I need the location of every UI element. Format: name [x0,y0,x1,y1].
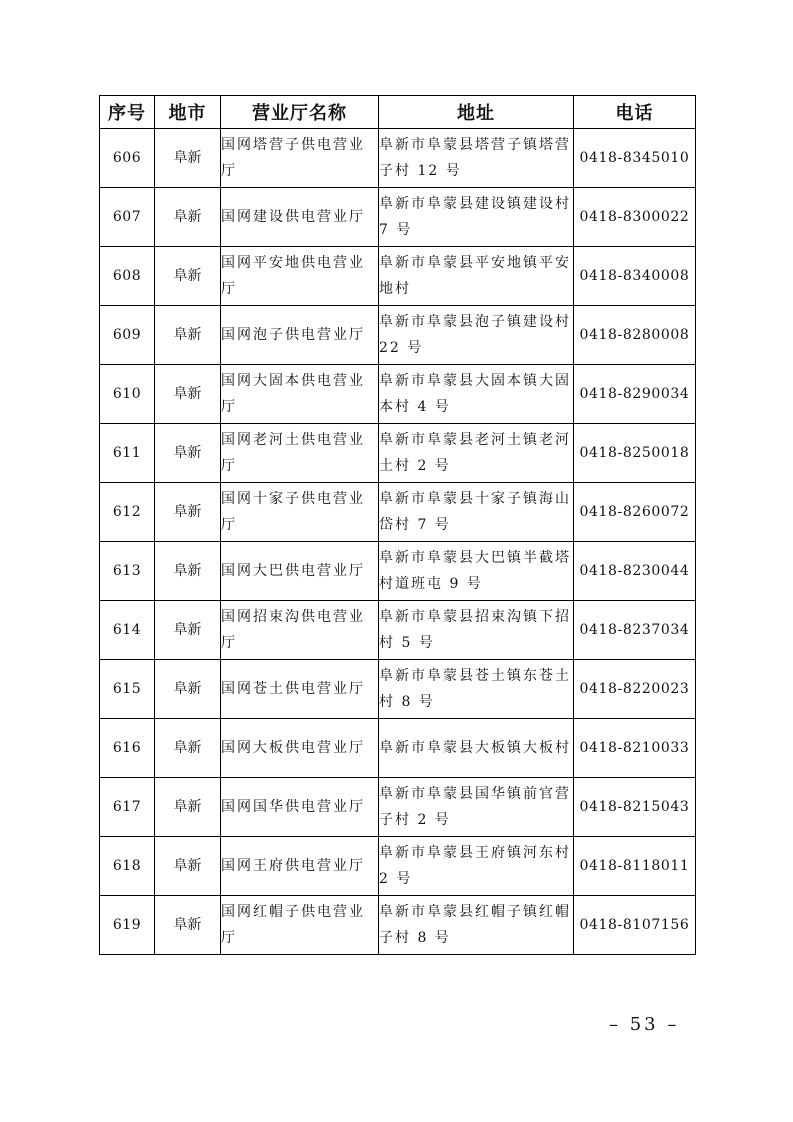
table-row [100,306,696,365]
cell-phone: 0418-8340008 [574,247,696,306]
cell-hall-name: 国网平安地供电营业厅 [221,247,379,306]
cell-phone: 0418-8118011 [574,837,696,896]
cell-city: 阜新 [155,778,221,837]
cell-city: 阜新 [155,837,221,896]
page-number: – 53 – [609,1014,680,1035]
cell-hall-name: 国网苍土供电营业厅 [221,660,379,719]
table-row [100,837,696,896]
header-row [100,96,696,129]
cell-hall-name: 国网大巴供电营业厅 [221,542,379,601]
cell-hall-name: 国网塔营子供电营业厅 [221,129,379,188]
cell-phone: 0418-8215043 [574,778,696,837]
header-address: 地址 [379,96,574,129]
table-row [100,542,696,601]
cell-phone: 0418-8237034 [574,601,696,660]
cell-number: 616 [100,719,155,778]
cell-phone: 0418-8260072 [574,483,696,542]
cell-address: 阜新市阜蒙县苍土镇东苍土村 8 号 [379,660,574,719]
cell-hall-name: 国网泡子供电营业厅 [221,306,379,365]
cell-number: 619 [100,896,155,955]
cell-city: 阜新 [155,719,221,778]
cell-hall-name: 国网老河土供电营业厅 [221,424,379,483]
cell-hall-name: 国网大板供电营业厅 [221,719,379,778]
table-row [100,424,696,483]
cell-address: 阜新市阜蒙县国华镇前官营子村 2 号 [379,778,574,837]
table-row [100,660,696,719]
cell-number: 608 [100,247,155,306]
cell-address: 阜新市阜蒙县老河土镇老河土村 2 号 [379,424,574,483]
cell-city: 阜新 [155,660,221,719]
table-row [100,778,696,837]
cell-address: 阜新市阜蒙县王府镇河东村 2 号 [379,837,574,896]
table-row [100,365,696,424]
cell-city: 阜新 [155,542,221,601]
cell-hall-name: 国网国华供电营业厅 [221,778,379,837]
cell-phone: 0418-8210033 [574,719,696,778]
header-city: 地市 [155,96,221,129]
cell-hall-name: 国网招束沟供电营业厅 [221,601,379,660]
cell-number: 615 [100,660,155,719]
cell-phone: 0418-8300022 [574,188,696,247]
cell-hall-name: 国网十家子供电营业厅 [221,483,379,542]
cell-number: 613 [100,542,155,601]
cell-city: 阜新 [155,365,221,424]
cell-address: 阜新市阜蒙县大固本镇大固本村 4 号 [379,365,574,424]
cell-phone: 0418-8290034 [574,365,696,424]
table-header [100,96,696,129]
cell-phone: 0418-8107156 [574,896,696,955]
cell-city: 阜新 [155,306,221,365]
cell-number: 607 [100,188,155,247]
cell-hall-name: 国网红帽子供电营业厅 [221,896,379,955]
cell-address: 阜新市阜蒙县大板镇大板村 [379,719,574,778]
table-row [100,129,696,188]
cell-city: 阜新 [155,601,221,660]
table-row [100,188,696,247]
header-hall-name: 营业厅名称 [221,96,379,129]
cell-address: 阜新市阜蒙县十家子镇海山岱村 7 号 [379,483,574,542]
cell-address: 阜新市阜蒙县塔营子镇塔营子村 12 号 [379,129,574,188]
service-hall-table [99,95,696,955]
cell-number: 617 [100,778,155,837]
cell-number: 606 [100,129,155,188]
cell-hall-name: 国网王府供电营业厅 [221,837,379,896]
header-number: 序号 [100,96,155,129]
table-row [100,719,696,778]
table-row [100,483,696,542]
cell-city: 阜新 [155,188,221,247]
cell-address: 阜新市阜蒙县红帽子镇红帽子村 8 号 [379,896,574,955]
cell-number: 612 [100,483,155,542]
cell-city: 阜新 [155,424,221,483]
cell-city: 阜新 [155,247,221,306]
header-phone: 电话 [574,96,696,129]
table-row [100,601,696,660]
cell-city: 阜新 [155,483,221,542]
cell-hall-name: 国网建设供电营业厅 [221,188,379,247]
cell-number: 611 [100,424,155,483]
cell-city: 阜新 [155,129,221,188]
table-row [100,247,696,306]
cell-address: 阜新市阜蒙县平安地镇平安地村 [379,247,574,306]
cell-city: 阜新 [155,896,221,955]
cell-number: 609 [100,306,155,365]
cell-number: 618 [100,837,155,896]
cell-phone: 0418-8230044 [574,542,696,601]
cell-hall-name: 国网大固本供电营业厅 [221,365,379,424]
cell-phone: 0418-8220023 [574,660,696,719]
cell-phone: 0418-8280008 [574,306,696,365]
cell-address: 阜新市阜蒙县泡子镇建设村 22 号 [379,306,574,365]
cell-address: 阜新市阜蒙县招束沟镇下招村 5 号 [379,601,574,660]
cell-number: 610 [100,365,155,424]
cell-address: 阜新市阜蒙县大巴镇半截塔村道班屯 9 号 [379,542,574,601]
cell-phone: 0418-8345010 [574,129,696,188]
table-body [100,129,696,955]
table-row [100,896,696,955]
cell-address: 阜新市阜蒙县建设镇建设村 7 号 [379,188,574,247]
cell-phone: 0418-8250018 [574,424,696,483]
cell-number: 614 [100,601,155,660]
